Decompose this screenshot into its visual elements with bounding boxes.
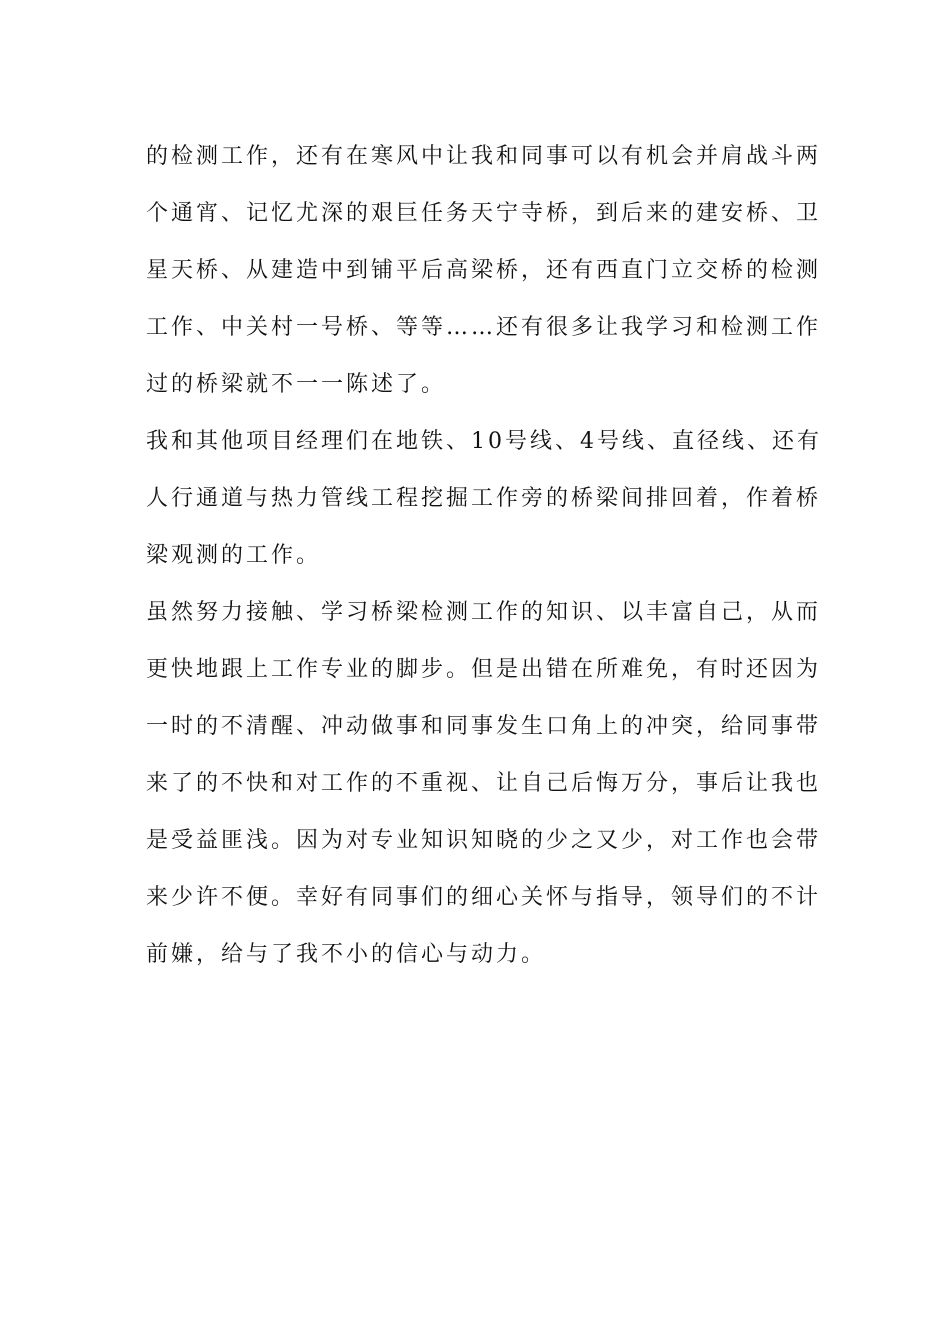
text-line: 的检测工作，还有在寒风中让我和同事可以有机会并肩战斗两 bbox=[146, 144, 822, 169]
text-line: 星天桥、从建造中到铺平后高梁桥，还有西直门立交桥的检测 bbox=[146, 258, 822, 283]
text-line: 我和其他项目经理们在地铁、10号线、4号线、直径线、还有 bbox=[146, 429, 822, 454]
text-line: 个通宵、记忆尤深的艰巨任务天宁寺桥，到后来的建安桥、卫 bbox=[146, 201, 822, 226]
text-line: 更快地跟上工作专业的脚步。但是出错在所难免，有时还因为 bbox=[146, 657, 822, 682]
text-line: 工作、中关村一号桥、等等……还有很多让我学习和检测工作 bbox=[146, 315, 822, 340]
paragraph-1 bbox=[146, 128, 822, 413]
text-line: 来了的不快和对工作的不重视、让自己后悔万分，事后让我也 bbox=[146, 771, 822, 796]
text-line: 虽然努力接触、学习桥梁检测工作的知识、以丰富自己，从而 bbox=[146, 600, 822, 625]
text-line: 过的桥梁就不一一陈述了。 bbox=[146, 372, 447, 397]
paragraph-3 bbox=[146, 584, 822, 983]
text-line: 一时的不清醒、冲动做事和同事发生口角上的冲突，给同事带 bbox=[146, 714, 822, 739]
text-line: 是受益匪浅。因为对专业知识知晓的少之又少，对工作也会带 bbox=[146, 828, 822, 853]
text-line: 前嫌，给与了我不小的信心与动力。 bbox=[146, 942, 547, 967]
text-line: 人行通道与热力管线工程挖掘工作旁的桥梁间排回着，作着桥 bbox=[146, 486, 822, 511]
document-body bbox=[146, 128, 822, 983]
paragraph-2 bbox=[146, 413, 822, 584]
text-line: 来少许不便。幸好有同事们的细心关怀与指导，领导们的不计 bbox=[146, 885, 822, 910]
text-line: 梁观测的工作。 bbox=[146, 543, 322, 568]
